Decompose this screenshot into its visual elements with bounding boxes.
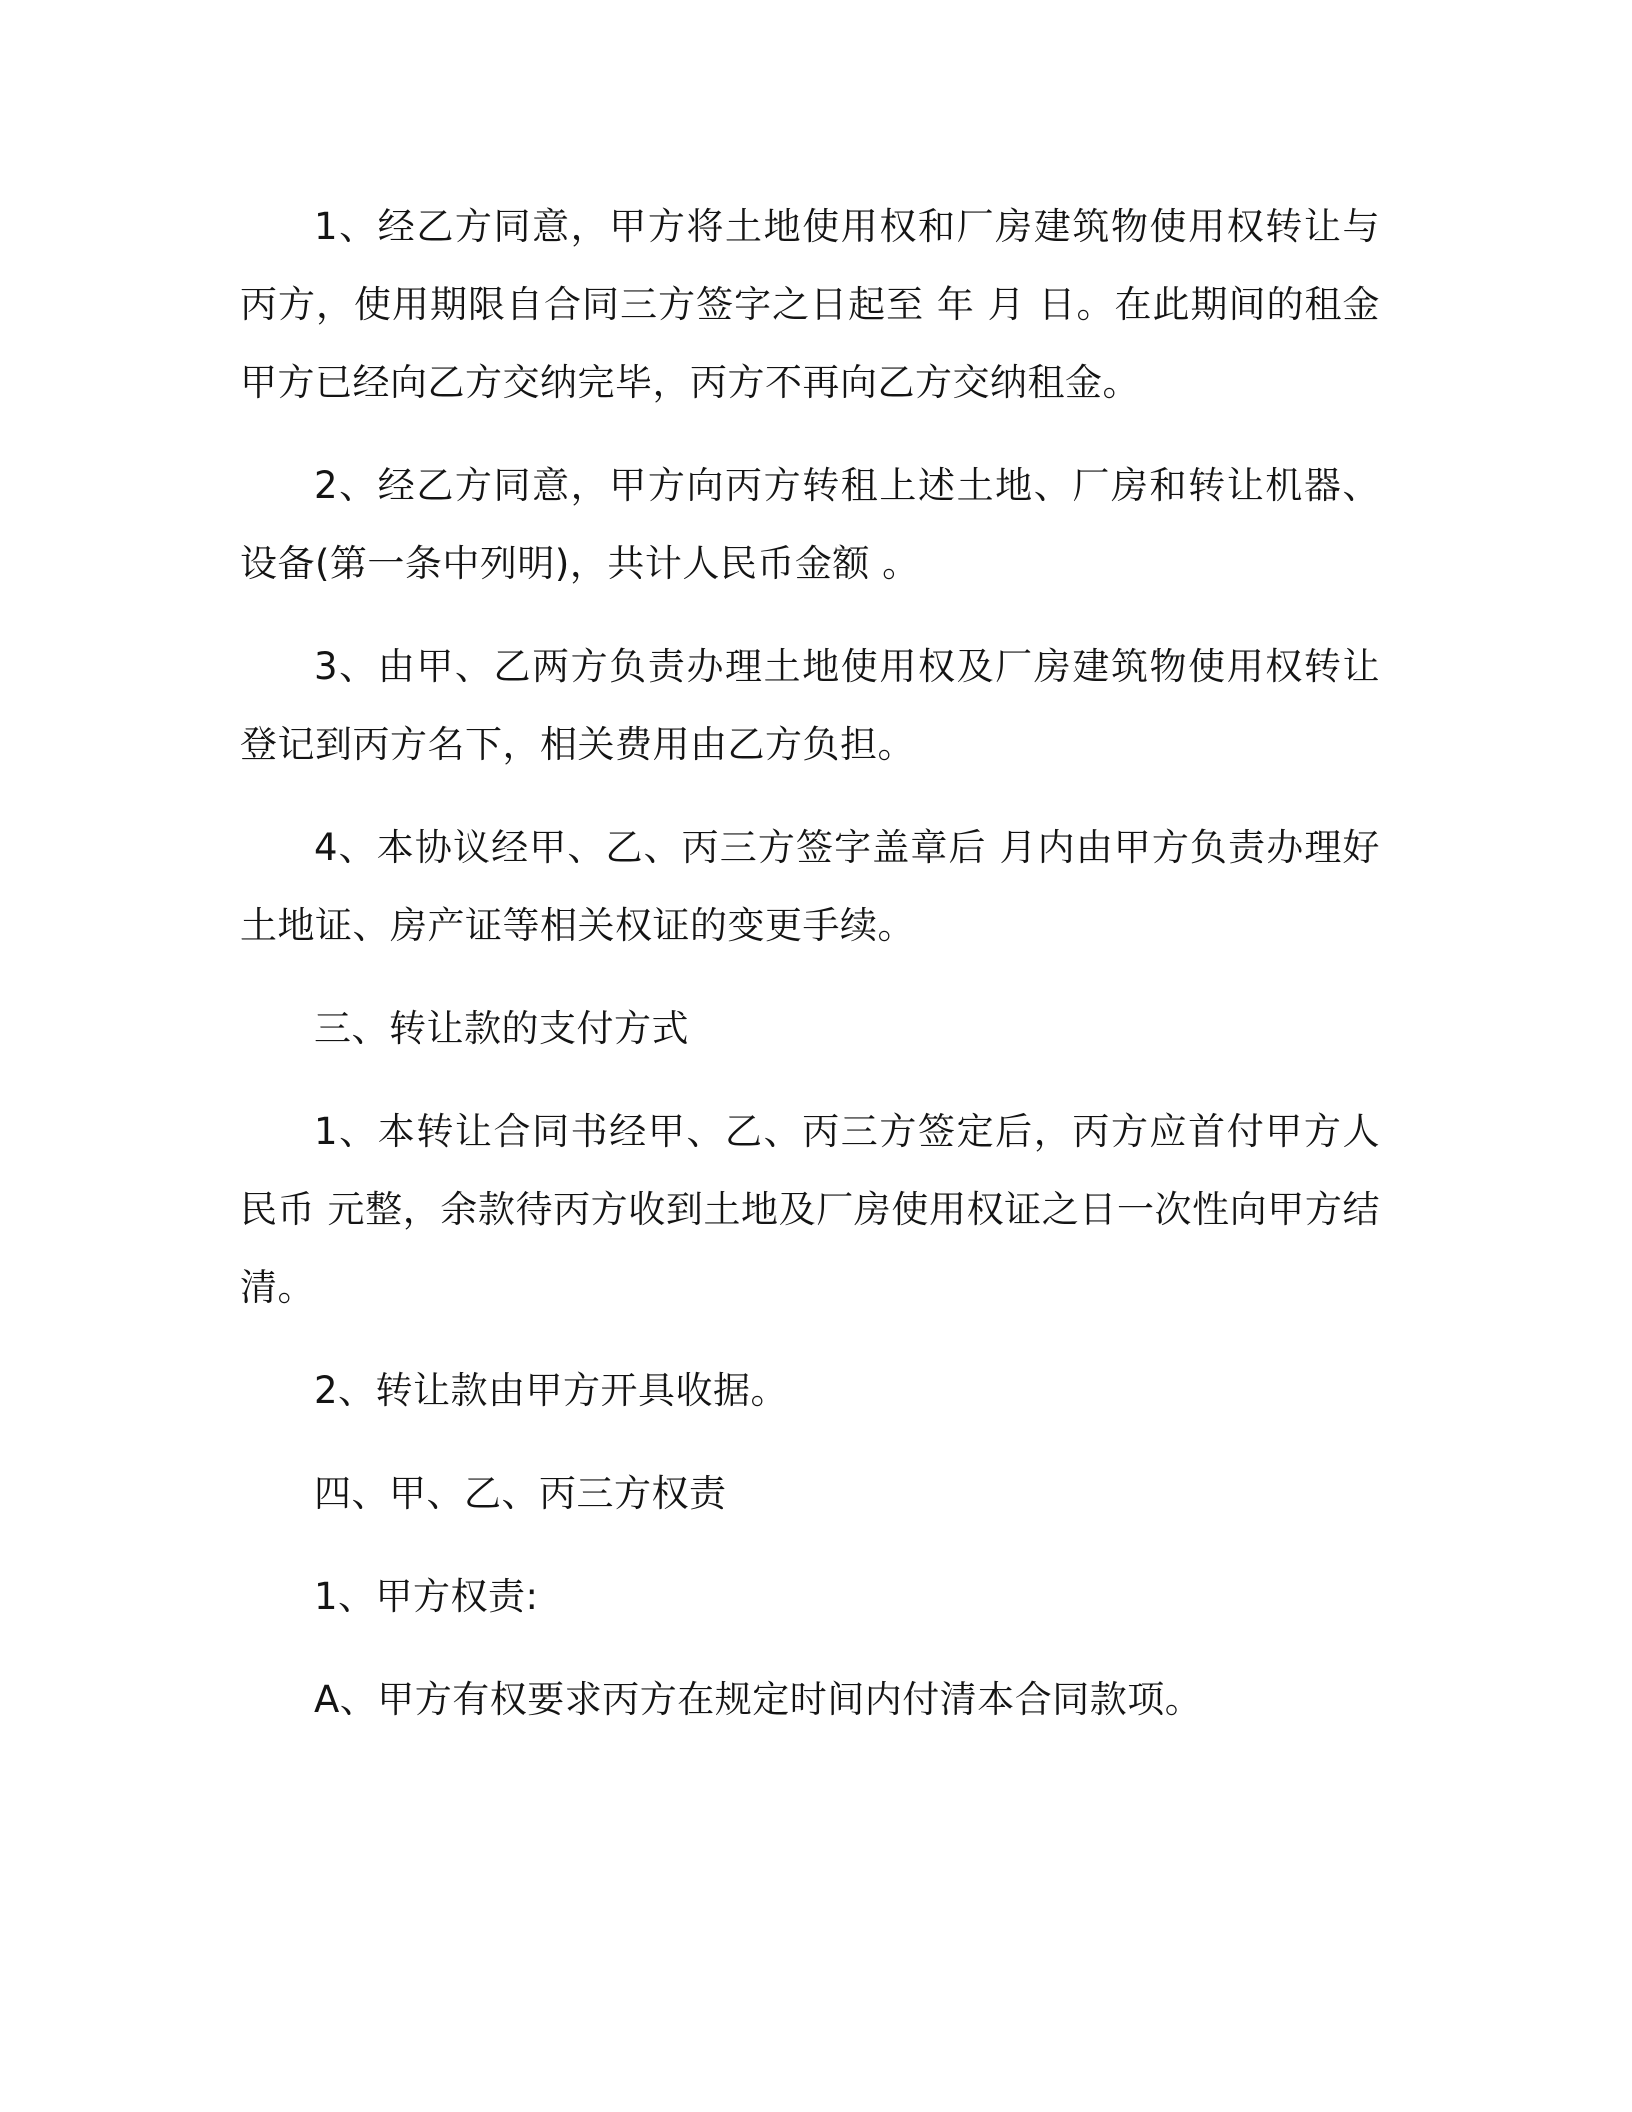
clause-paragraph: 2、经乙方同意，甲方向丙方转租上述土地、厂房和转让机器、设备(第一条中列明)，共计人民币金额 。 xyxy=(240,464,1380,585)
clause-paragraph: 4、本协议经甲、乙、丙三方签字盖章后 月内由甲方负责办理好土地证、房产证等相关权证的变更手续。 xyxy=(240,826,1380,947)
clause-paragraph: 1、经乙方同意，甲方将土地使用权和厂房建筑物使用权转让与丙方，使用期限自合同三方签字之日起至 年 月 日。在此期间的租金甲方已经向乙方交纳完毕，丙方不再向乙方交纳租金。 xyxy=(240,205,1380,404)
section-heading: 三、转让款的支付方式 xyxy=(314,1007,689,1050)
section-heading: 四、甲、乙、丙三方权责 xyxy=(314,1472,727,1515)
sub-heading: 1、甲方权责: xyxy=(314,1575,539,1618)
clause-paragraph: 2、转让款由甲方开具收据。 xyxy=(314,1369,789,1412)
document-body xyxy=(240,188,1380,1739)
clause-paragraph: 3、由甲、乙两方负责办理土地使用权及厂房建筑物使用权转让登记到丙方名下，相关费用由乙方负担。 xyxy=(240,645,1380,766)
clause-paragraph: 1、本转让合同书经甲、乙、丙三方签定后，丙方应首付甲方人民币 元整，余款待丙方收到土地及厂房使用权证之日一次性向甲方结清。 xyxy=(240,1110,1380,1309)
clause-paragraph: A、甲方有权要求丙方在规定时间内付清本合同款项。 xyxy=(314,1678,1203,1721)
